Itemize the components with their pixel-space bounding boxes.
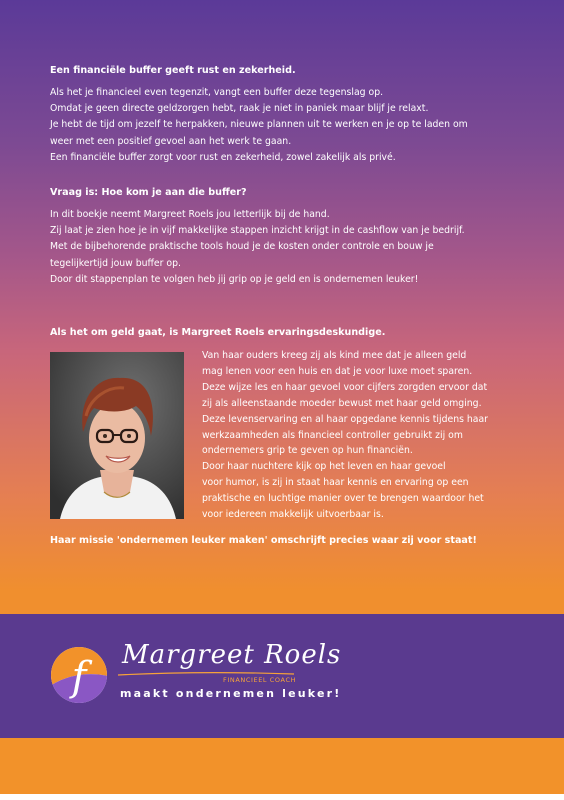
section-paragraph bbox=[50, 207, 465, 288]
section-buffer bbox=[50, 64, 468, 166]
text-line: Als het je financieel even tegenzit, vangt een buffer deze tegenslag op. bbox=[50, 87, 384, 98]
text-line: voor humor, is zij in staat haar kennis en ervaring op een bbox=[202, 477, 469, 489]
text-line: tegelijkertijd jouw buffer op. bbox=[50, 257, 181, 269]
author-portrait-illustration bbox=[50, 352, 184, 519]
text-line: Zij laat je zien hoe je in vijf makkelijke stappen inzicht krijgt in de cashflow van je bedrijf. bbox=[50, 225, 465, 237]
brand-tagline: maakt ondernemen leuker! bbox=[120, 687, 342, 700]
brand-subtitle: FINANCIEEL COACH bbox=[223, 676, 297, 684]
section-heading: Een financiële buffer geeft rust en zekerheid. bbox=[50, 65, 296, 76]
section-paragraph bbox=[50, 85, 468, 166]
text-line: Je hebt de tijd om jezelf te herpakken, nieuwe plannen uit te werken en je op te laden om bbox=[50, 119, 468, 131]
bio-paragraph bbox=[202, 348, 522, 523]
logo-letter: f bbox=[71, 654, 87, 700]
text-line: voor iedereen makkelijk uitvoerbaar is. bbox=[202, 509, 384, 521]
author-photo bbox=[50, 352, 184, 519]
text-line: In dit boekje neemt Margreet Roels jou letterlijk bij de hand. bbox=[50, 209, 330, 220]
bottom-orange-strip bbox=[0, 738, 564, 800]
text-line: Deze wijze les en haar gevoel voor cijfers zorgden ervoor dat bbox=[202, 381, 488, 393]
text-line: werkzaamheden als financieel controller gebruikt zij om bbox=[202, 429, 463, 441]
text-line: Van haar ouders kreeg zij als kind mee dat je alleen geld bbox=[202, 350, 467, 361]
section-heading: Vraag is: Hoe kom je aan die buffer? bbox=[50, 187, 247, 198]
brand-name: Margreet Roels bbox=[122, 640, 342, 670]
logo-f-icon bbox=[50, 646, 108, 704]
section-heading: Als het om geld gaat, is Margreet Roels ervaringsdeskundige. bbox=[50, 327, 386, 338]
text-line: Omdat je geen directe geldzorgen hebt, raak je niet in paniek maar blijf je relaxt. bbox=[50, 103, 429, 115]
text-line: ondernemers grip te geven op hun financiën. bbox=[202, 445, 413, 457]
bio-text bbox=[202, 348, 522, 523]
section-author bbox=[50, 326, 520, 526]
text-line: zij als alleenstaande moeder bewust met haar geld omging. bbox=[202, 397, 482, 409]
author-bio bbox=[50, 348, 520, 526]
text-line: Een financiële buffer zorgt voor rust en zekerheid, zowel zakelijk als privé. bbox=[50, 151, 396, 163]
text-line: Door dit stappenplan te volgen heb jij grip op je geld en is ondernemen leuker! bbox=[50, 273, 419, 285]
mission-statement: Haar missie 'ondernemen leuker maken' omschrijft precies waar zij voor staat! bbox=[50, 535, 477, 546]
text-line: mag lenen voor een huis en dat je voor luxe moet sparen. bbox=[202, 365, 473, 377]
text-line: praktische en luchtige manier over te brengen waardoor het bbox=[202, 493, 484, 505]
brand-wordmark bbox=[116, 638, 342, 708]
section-question bbox=[50, 186, 465, 288]
text-line: Met de bijbehorende praktische tools houd je de kosten onder controle en bouw je bbox=[50, 241, 434, 253]
text-line: Deze levenservaring en al haar opgedane kennis tijdens haar bbox=[202, 413, 489, 425]
text-line: Door haar nuchtere kijk op het leven en haar gevoel bbox=[202, 461, 446, 473]
text-line: weer met een positief gevoel aan het werk te gaan. bbox=[50, 135, 292, 147]
bottom-edge bbox=[0, 794, 564, 800]
